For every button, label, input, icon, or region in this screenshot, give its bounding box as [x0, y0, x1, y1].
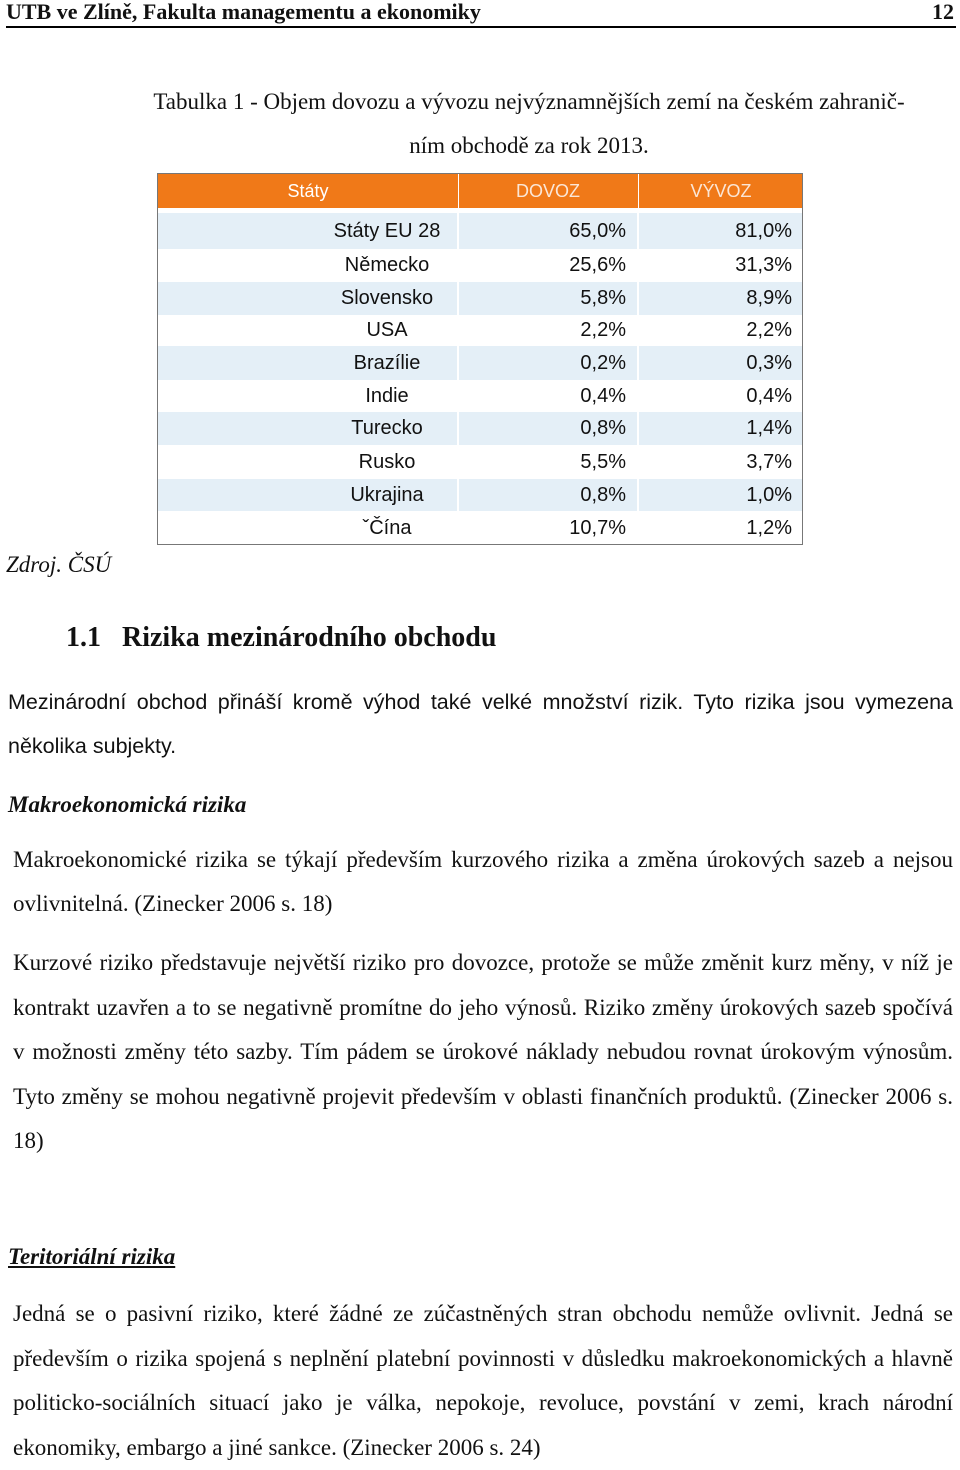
state-cell: USA	[366, 319, 408, 341]
table-row	[158, 412, 802, 445]
column-divider	[457, 213, 459, 249]
column-divider	[637, 511, 639, 545]
header-export: VÝVOZ	[690, 181, 752, 201]
table-caption	[100, 80, 958, 168]
import-cell: 2,2%	[580, 319, 626, 341]
state-cell: Brazílie	[353, 351, 421, 374]
page-number: 12	[932, 0, 954, 24]
state-cell: Rusko	[358, 450, 416, 473]
table-row	[158, 380, 802, 412]
state-cell: Ukrajina	[350, 483, 424, 506]
macro-paragraph-1: Makroekonomické rizika se týkají především kurzového rizika a změna úrokových sazeb a nejsou ovlivnitelná. (Zinecker 2006 s. 18)	[13, 847, 953, 916]
header-states: Státy	[287, 181, 329, 201]
column-divider	[637, 445, 639, 479]
table-row	[158, 282, 802, 315]
table-row	[158, 213, 802, 249]
import-cell: 0,8%	[580, 483, 626, 506]
import-cell: 0,2%	[580, 351, 626, 374]
territorial-risks-heading: Teritoriální rizika	[8, 1244, 176, 1269]
state-cell: ˇČína	[362, 516, 412, 539]
table-row	[158, 346, 802, 380]
column-divider	[457, 479, 459, 511]
header-divider	[638, 174, 639, 208]
table-caption-line-1: Tabulka 1 - Objem dovozu a vývozu nejvýznamnějších zemí na českém zahranič-	[153, 89, 905, 114]
import-cell: 5,8%	[580, 287, 626, 309]
table-row	[158, 315, 802, 346]
column-divider	[457, 412, 459, 445]
section-number: 1.1	[66, 622, 101, 653]
table-row	[158, 445, 802, 479]
state-cell: Slovensko	[340, 287, 434, 309]
export-cell: 31,3%	[735, 254, 792, 276]
page-header	[6, 0, 956, 28]
column-divider	[457, 315, 459, 346]
column-divider	[637, 346, 639, 380]
table-row	[158, 249, 802, 282]
column-divider	[457, 282, 459, 315]
column-divider	[457, 511, 459, 545]
column-divider	[457, 380, 459, 412]
header-title: UTB ve Zlíně, Fakulta managementu a ekonomiky	[6, 0, 481, 24]
state-cell: Německo	[344, 254, 430, 276]
header-divider	[458, 174, 459, 208]
export-cell: 1,0%	[746, 483, 792, 506]
export-cell: 3,7%	[746, 450, 792, 473]
table-source: Zdroj. ČSÚ	[6, 552, 112, 577]
import-cell: 0,4%	[580, 384, 626, 407]
export-cell: 1,2%	[746, 516, 792, 539]
export-cell: 0,4%	[746, 384, 792, 407]
table-row	[158, 511, 802, 545]
export-cell: 0,3%	[746, 351, 792, 374]
intro-paragraph: Mezinárodní obchod přináší kromě výhod také velké množství rizik. Tyto rizika jsou vymezena několika subjekty.	[8, 690, 953, 758]
table-header-row	[158, 174, 802, 208]
column-divider	[637, 380, 639, 412]
section-heading	[66, 620, 496, 656]
import-cell: 10,7%	[569, 516, 626, 539]
column-divider	[637, 412, 639, 445]
column-divider	[457, 445, 459, 479]
export-cell: 1,4%	[746, 417, 792, 439]
state-cell: Státy EU 28	[333, 219, 441, 242]
import-cell: 5,5%	[580, 450, 626, 473]
column-divider	[637, 479, 639, 511]
column-divider	[637, 213, 639, 249]
column-divider	[457, 346, 459, 380]
import-cell: 65,0%	[569, 219, 626, 242]
import-cell: 0,8%	[580, 417, 626, 439]
export-cell: 81,0%	[735, 219, 792, 242]
export-cell: 8,9%	[746, 287, 792, 309]
column-divider	[457, 249, 459, 282]
column-divider	[637, 249, 639, 282]
territorial-paragraph: Jedná se o pasivní riziko, které žádné ze zúčastněných stran obchodu nemůže ovlivnit. Jedná se především o rizika spojená s neplnění platební povinnosti v důsledku makroekonomických a hlavně politicko-sociálních situací jako je válka, nepokoje, revoluce, povstání v zemi, krach národní ekonomiky, embargo a jiné sankce. (Zinecker 2006 s. 24)	[13, 1301, 953, 1460]
section-title: Rizika mezinárodního obchodu	[122, 622, 497, 653]
state-cell: Indie	[365, 384, 409, 407]
state-cell: Turecko	[351, 417, 423, 439]
table-row	[158, 479, 802, 511]
trade-table	[157, 173, 803, 545]
import-cell: 25,6%	[569, 254, 626, 276]
macro-paragraph-2: Kurzové riziko představuje největší riziko pro dovozce, protože se může změnit kurz měny, v níž je kontrakt uzavřen a to se negativně promítne do jeho výnosů. Riziko změny úrokových sazeb spočívá v možnosti změny této sazby. Tím pádem se úrokové náklady nebudou rovnat úrokovým výnosům. Tyto změny se mohou negativně projevit především v oblasti finančních produktů. (Zinecker 2006 s. 18)	[13, 950, 953, 1153]
column-divider	[637, 315, 639, 346]
macro-risks-heading: Makroekonomická rizika	[8, 792, 247, 817]
table-caption-line-2: ním obchodě za rok 2013.	[409, 133, 649, 158]
header-import: DOVOZ	[515, 181, 580, 201]
column-divider	[637, 282, 639, 315]
export-cell: 2,2%	[746, 319, 792, 341]
